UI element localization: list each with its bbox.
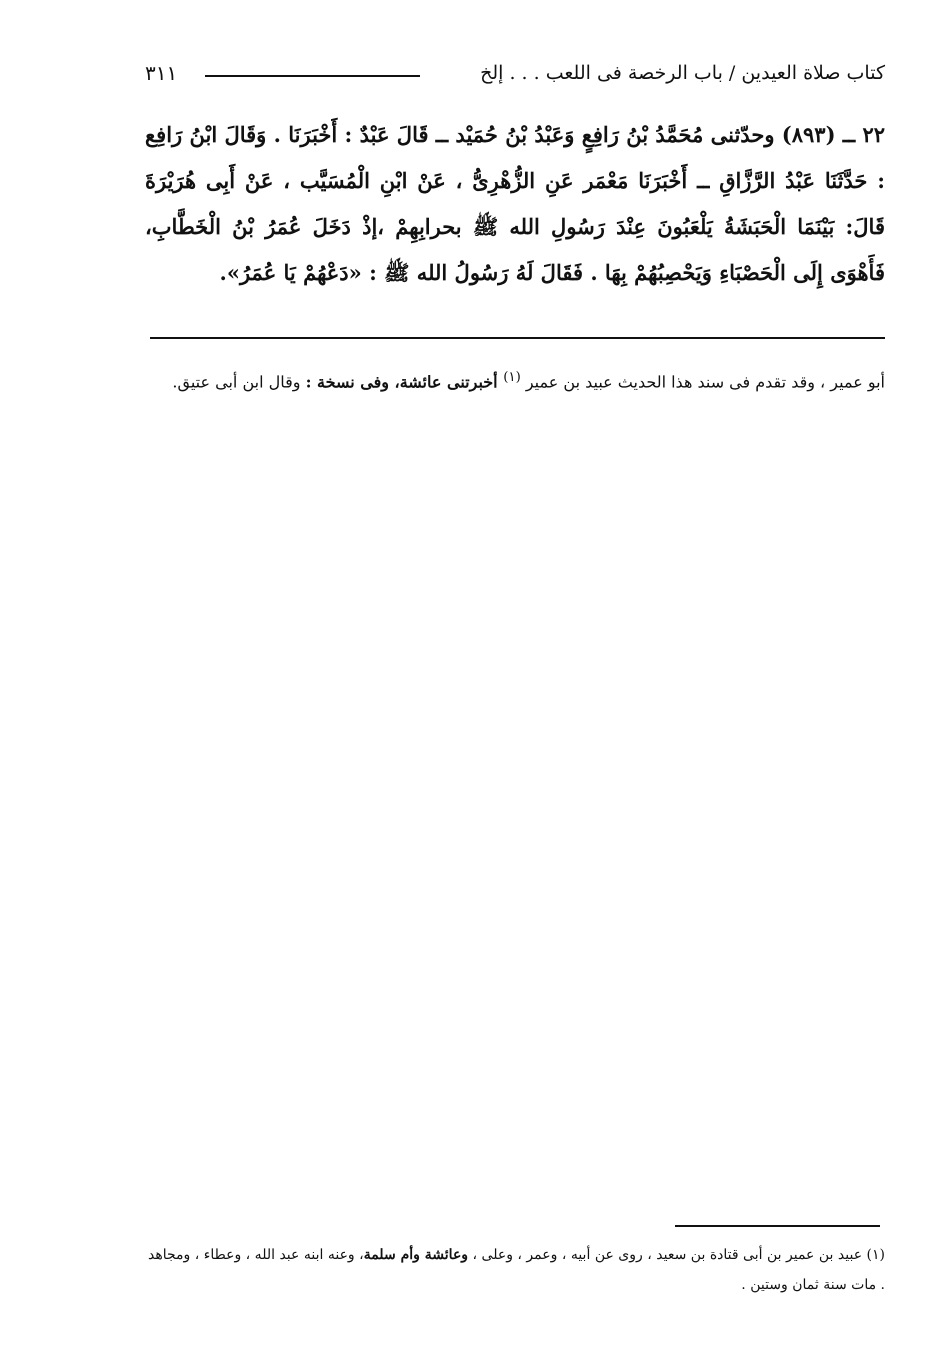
- commentary-part-1: أبو عمير ، وقد تقدم فى سند هذا الحديث عبيد بن عمير: [520, 372, 885, 392]
- commentary-text: [150, 360, 885, 400]
- footnote-bold: وعائشة وأم سلمة: [363, 1247, 469, 1263]
- commentary-part-2: وقال ابن أبى عتيق.: [172, 372, 306, 392]
- header-title: كتاب صلاة العيدين / باب الرخصة فى اللعب . . . إلخ: [480, 62, 885, 84]
- footnote: [148, 1240, 885, 1300]
- header-rule: [205, 75, 420, 77]
- commentary-bold: أخبرتنى عائشة، وفى نسخة :: [305, 372, 504, 392]
- section-divider: [150, 337, 885, 339]
- hadith-text: ٢٢ ــ (٨٩٣) وحدّثنى مُحَمَّدُ بْنُ رَافِعٍ وَعَبْدُ بْنُ حُمَيْد ــ قَالَ عَبْدٌ : أَخْبَرَنَا . وَقَالَ ابْنُ رَافِع : حَدَّثَنَا عَبْدُ الرَّزَّاقِ ــ أَخْبَرَنَا مَعْمَر عَنِ الزُّهْرِىُّ ، عَنْ ابْنِ الْمُسَيَّب ، عَنْ أَبِى هُرَيْرَةَ قَالَ: بَيْنَمَا الْحَبَشَةُ يَلْعَبُونَ عِنْدَ رَسُولِ الله ﷺ بحرابِهِمْ ،إذْ دَخَلَ عُمَرُ بْنُ الْخَطَّابِ، فَأَهْوَى إِلَى الْحَصْبَاءِ وَيَحْصِبُهُمْ بِهَا . فَقَالَ لَهُ رَسُولُ الله ﷺ : «دَعْهُمْ يَا عُمَرُ».: [145, 122, 885, 285]
- running-header: [145, 58, 885, 92]
- footnote-part-1: عبيد بن عمير بن أبى قتادة بن سعيد ، روى عن أبيه ، وعمر ، وعلى ،: [468, 1247, 867, 1263]
- page-number: ٣١١: [145, 61, 178, 85]
- footnote-part-2: ، وعنه ابنه عبد الله ، وعطاء ، ومجاهد . مات سنة ثمان وستين .: [148, 1247, 885, 1293]
- footnote-marker: (١): [866, 1247, 886, 1263]
- footnote-reference[interactable]: (١): [503, 370, 521, 385]
- footnote-divider: [675, 1225, 880, 1227]
